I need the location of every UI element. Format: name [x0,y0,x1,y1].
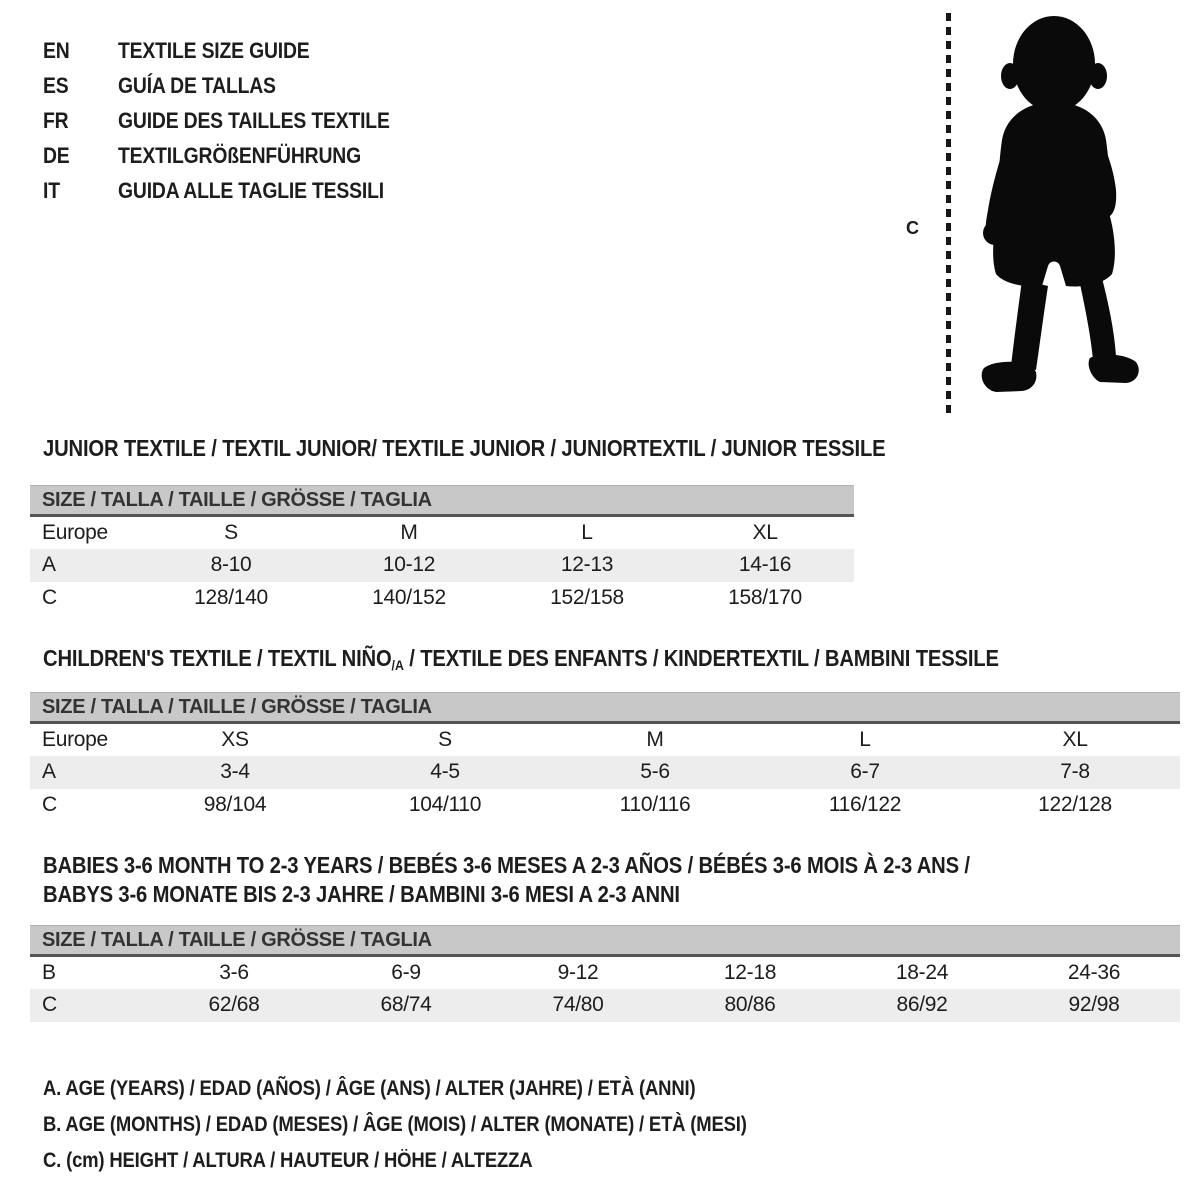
size-cell: XL [752,520,778,544]
value-cell: 68/74 [320,989,492,1022]
row-label-cell: A [30,549,142,582]
size-cell: XS [221,727,249,751]
legend [43,1071,843,1179]
legend-text: C. (cm) HEIGHT / ALTURA / HAUTEUR / HÖHE / ALTEZZA [43,1149,533,1172]
value-cell: 3-6 [219,960,249,984]
language-row-en [43,33,427,68]
size-cell: S [224,520,238,544]
size-header-label: SIZE / TALLA / TAILLE / GRÖSSE / TAGLIA [30,926,1180,956]
language-code: ES [43,72,69,98]
size-header-label: SIZE / TALLA / TAILLE / GRÖSSE / TAGLIA [30,486,854,516]
legend-line-age-years [43,1071,843,1107]
value-cell: 10-12 [320,549,498,582]
value-cell: 12-13 [498,549,676,582]
children-heading-pre: CHILDREN'S TEXTILE / TEXTIL NIÑO [43,645,392,671]
babies-size-table [30,925,1180,1022]
size-header-label: SIZE / TALLA / TAILLE / GRÖSSE / TAGLIA [30,693,1180,723]
language-code: IT [43,177,60,203]
row-label-cell: C [42,586,57,609]
language-row-it [43,173,427,208]
babies-section-heading [43,851,1096,909]
language-header [43,33,427,208]
value-cell: 7-8 [970,756,1180,789]
value-cell: 140/152 [372,586,446,609]
size-cell: M [400,520,418,544]
value-cell: 86/92 [836,989,1008,1022]
value-cell: 98/104 [203,793,267,816]
children-heading-post: / TEXTILE DES ENFANTS / KINDERTEXTIL / BAMBINI TESSILE [403,645,999,671]
table-row-height [30,582,854,615]
value-cell: 4-5 [340,756,550,789]
children-section-heading [43,644,1129,680]
language-title: GUÍA DE TALLAS [118,72,276,98]
size-cell: L [859,727,871,751]
children-size-table [30,692,1180,822]
value-cell: 6-9 [391,960,421,984]
babies-heading-line1: BABIES 3-6 MONTH TO 2-3 YEARS / BEBÉS 3-6 MESES A 2-3 AÑOS / BÉBÉS 3-6 MOIS À 2-3 ANS / [43,852,970,878]
value-cell: 3-4 [130,756,340,789]
junior-size-table [30,485,854,615]
value-cell: 122/128 [1038,793,1112,816]
language-code: EN [43,37,70,63]
row-label-cell: A [30,756,130,789]
value-cell: 9-12 [557,960,599,984]
legend-line-age-months [43,1107,843,1143]
language-row-de [43,138,427,173]
value-cell: 12-18 [723,960,777,984]
value-cell: 116/122 [828,793,902,816]
value-cell: 14-16 [676,549,854,582]
legend-line-height-cm [43,1143,843,1179]
value-cell: 62/68 [148,989,320,1022]
language-title: GUIDE DES TAILLES TEXTILE [118,107,390,133]
legend-text: B. AGE (MONTHS) / EDAD (MESES) / ÂGE (MOIS) / ALTER (MONATE) / ETÀ (MESI) [43,1113,747,1136]
toddler-silhouette-icon [962,10,1146,420]
children-heading-text [43,644,999,680]
size-cell: M [646,727,664,751]
legend-text: A. AGE (YEARS) / EDAD (AÑOS) / ÂGE (ANS) / ALTER (JAHRE) / ETÀ (ANNI) [43,1077,696,1100]
language-code: DE [43,142,70,168]
language-row-fr [43,103,427,138]
table-row-height [30,989,1180,1022]
value-cell: 128/140 [194,586,268,609]
size-header-bar [30,486,854,516]
value-cell: 152/158 [550,586,624,609]
value-cell: 5-6 [550,756,760,789]
region-label-cell: Europe [42,520,108,544]
value-cell: 104/110 [408,793,482,816]
row-label-cell: C [42,793,57,816]
table-row-age [30,756,1180,789]
height-measure-dashed-line [946,13,951,417]
value-cell: 18-24 [895,960,949,984]
language-code: FR [43,107,69,133]
babies-heading-line2: BABYS 3-6 MONATE BIS 2-3 JAHRE / BAMBINI 3-6 MESI A 2-3 ANNI [43,881,680,907]
size-cell: S [438,727,452,751]
table-row-age [30,549,854,582]
value-cell: 24-36 [1067,960,1121,984]
language-title: GUIDA ALLE TAGLIE TESSILI [118,177,384,203]
junior-heading-text: JUNIOR TEXTILE / TEXTIL JUNIOR/ TEXTILE JUNIOR / JUNIORTEXTIL / JUNIOR TESSILE [43,435,886,461]
size-cell: XL [1062,727,1088,751]
table-row-region [30,516,854,549]
language-row-es [43,68,427,103]
table-row-months [30,956,1180,989]
size-cell: L [581,520,593,544]
value-cell: 74/80 [492,989,664,1022]
height-measure-label: C [906,218,919,238]
table-row-region [30,723,1180,756]
junior-section-heading [43,434,1000,463]
value-cell: 6-7 [760,756,970,789]
value-cell: 80/86 [664,989,836,1022]
row-label-cell: B [42,960,56,984]
value-cell: 158/170 [728,586,802,609]
language-title: TEXTILE SIZE GUIDE [118,37,310,63]
region-label-cell: Europe [42,727,108,751]
row-label-cell: C [30,989,148,1022]
size-header-bar [30,693,1180,723]
size-header-bar [30,926,1180,956]
value-cell: 92/98 [1008,989,1180,1022]
table-row-height [30,789,1180,822]
children-heading-sub: /A [391,657,404,673]
value-cell: 8-10 [142,549,320,582]
value-cell: 110/116 [619,793,691,816]
language-title: TEXTILGRÖßENFÜHRUNG [118,142,361,168]
